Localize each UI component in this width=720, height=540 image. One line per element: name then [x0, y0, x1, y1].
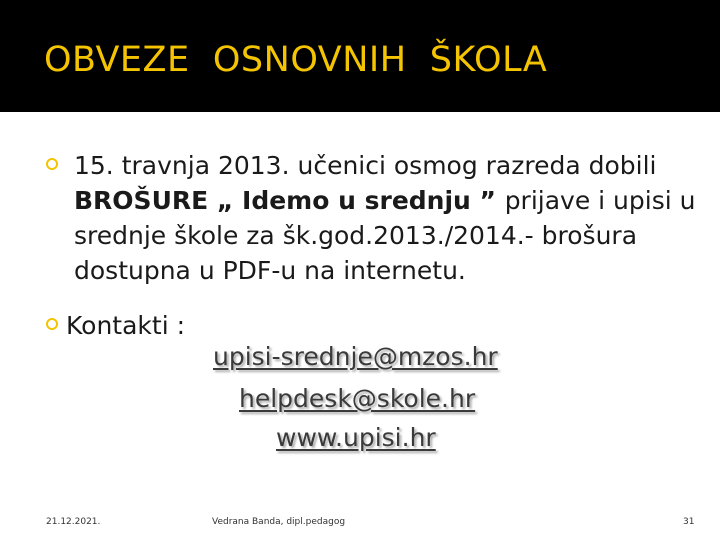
footer-date: 21.12.2021.: [46, 517, 101, 527]
website-link-upisi[interactable]: www.upisi.hr: [276, 423, 436, 452]
bullet-line-2: [74, 183, 694, 218]
contacts-label: Kontakti :: [66, 311, 186, 340]
bullet-text: [74, 148, 694, 288]
slide-title: OBVEZE OSNOVNIH ŠKOLA: [44, 40, 548, 80]
bullet-line-4: dostupna u PDF-u na internetu.: [74, 256, 466, 285]
email-link-helpdesk[interactable]: helpdesk@skole.hr: [239, 384, 476, 413]
footer-page-number: 31: [683, 517, 695, 527]
brochure-title: BROŠURE „ Idemo u srednju ”: [74, 186, 505, 215]
bullet-line-1: 15. travnja 2013. učenici osmog razreda dobili: [74, 151, 657, 180]
email-link-upisi[interactable]: upisi-srednje@mzos.hr: [213, 342, 498, 371]
bullet-line-2-rest: prijave i upisi u: [504, 186, 696, 215]
footer-author: Vedrana Banda, dipl.pedagog: [212, 517, 346, 527]
bullet-line-3: srednje škole za šk.god.2013./2014.- brošura: [74, 221, 638, 250]
circle-bullet-icon: [46, 318, 58, 330]
circle-bullet-icon: [46, 158, 58, 170]
